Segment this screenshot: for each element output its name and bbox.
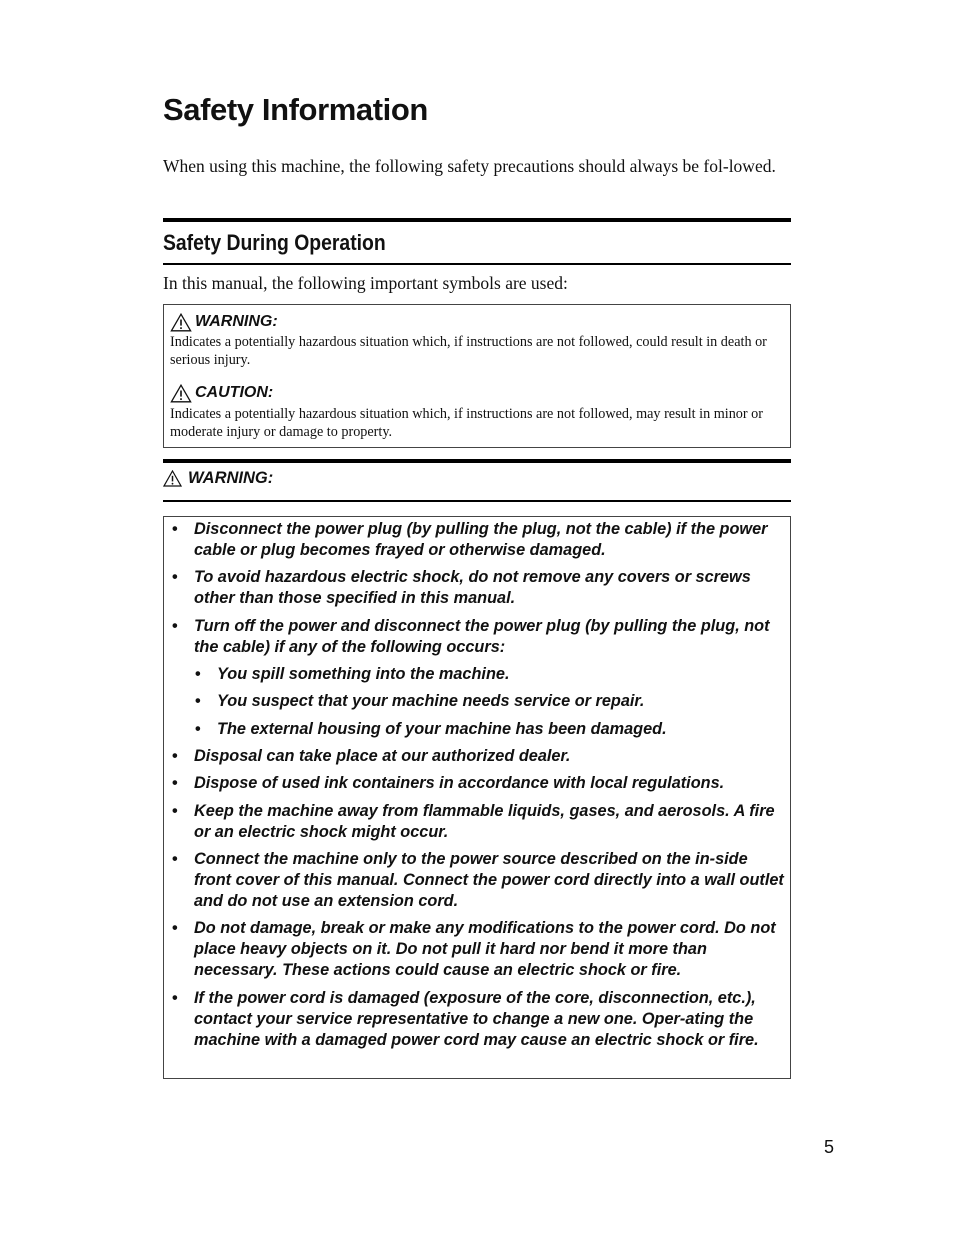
section-title: Safety During Operation	[163, 230, 386, 255]
bullet: •	[195, 692, 201, 710]
symbols-box	[163, 304, 791, 448]
page-title: Safety Information	[163, 92, 428, 127]
symbol-warning-label: WARNING:	[195, 313, 278, 330]
warning-subitem	[195, 719, 784, 740]
warning-item-text: If the power cord is damaged (exposure of the core, disconnection, etc.), contact your service representative to change a new one. Oper-ating the machine with a damaged power cord may cause an electric shock or fire.	[194, 989, 759, 1049]
warning-subitem	[195, 691, 784, 712]
warning-item-text: Connect the machine only to the power source described on the in-side front cover of this manual. Connect the power cord directly into a wall outlet and do not use an extension cord.	[194, 850, 784, 910]
warning-item-text: Do not damage, break or make any modifications to the power cord. Do not place heavy objects on it. Do not pull it hard nor bend it more than necessary. These actions could cause an electric shock or fire.	[194, 919, 776, 979]
bullet: •	[172, 617, 178, 635]
warning-item-text: To avoid hazardous electric shock, do not remove any covers or screws other than those specified in this manual.	[194, 568, 751, 607]
section-top-rule	[163, 218, 791, 222]
warning-item	[172, 616, 784, 658]
warning-item-text: Dispose of used ink containers in accordance with local regulations.	[194, 774, 725, 792]
bullet: •	[172, 774, 178, 792]
warning-item-text: Disposal can take place at our authorized dealer.	[194, 747, 571, 765]
warning-item-text: Disconnect the power plug (by pulling the plug, not the cable) if the power cable or plug becomes frayed or otherwise damaged.	[194, 520, 768, 559]
warning-item	[172, 988, 784, 1051]
bullet: •	[172, 802, 178, 820]
page-number: 5	[824, 1137, 835, 1157]
warning-item	[172, 773, 784, 794]
symbol-caution-description: Indicates a potentially hazardous situation which, if instructions are not followed, may result in minor or moderate injury or damage to property.	[170, 406, 763, 440]
warning-subitem	[195, 664, 784, 685]
warning-subitem-text: You spill something into the machine.	[217, 665, 510, 683]
warning-subitem-text: The external housing of your machine has been damaged.	[217, 720, 667, 738]
warning-bottom-rule	[163, 500, 791, 502]
warning-item	[172, 567, 784, 609]
symbols-lead: In this manual, the following important symbols are used:	[163, 273, 568, 293]
warning-item	[172, 519, 784, 561]
bullet: •	[172, 568, 178, 586]
bullet: •	[172, 850, 178, 868]
warning-item	[172, 746, 784, 767]
warning-item	[172, 849, 784, 912]
warning-heading	[163, 467, 273, 489]
warning-item-text: Turn off the power and disconnect the power plug (by pulling the plug, not the cable) if any of the following occurs:	[194, 617, 770, 656]
intro-paragraph: When using this machine, the following safety precautions should always be fol-lowed.	[163, 156, 776, 176]
section-bottom-rule	[163, 263, 791, 265]
warning-subitem-text: You suspect that your machine needs service or repair.	[217, 692, 645, 710]
warning-item	[172, 801, 784, 843]
bullet: •	[195, 720, 201, 738]
bullet: •	[195, 665, 201, 683]
warning-triangle-icon	[170, 313, 192, 332]
bullet: •	[172, 919, 178, 937]
warning-list-box	[163, 516, 791, 1079]
symbol-warning-heading	[170, 312, 278, 332]
symbol-caution-label: CAUTION:	[195, 384, 274, 401]
symbol-warning-description: Indicates a potentially hazardous situation which, if instructions are not followed, could result in death or serious injury.	[170, 334, 767, 368]
bullet: •	[172, 989, 178, 1007]
bullet: •	[172, 747, 178, 765]
warning-top-rule	[163, 459, 791, 463]
warning-item	[172, 918, 784, 981]
warning-heading-label: WARNING:	[188, 469, 274, 487]
caution-triangle-icon	[170, 384, 192, 403]
warning-triangle-icon	[163, 470, 182, 487]
symbol-caution-heading	[170, 383, 273, 403]
warning-item-text: Keep the machine away from flammable liquids, gases, and aerosols. A fire or an electric shock might occur.	[194, 802, 775, 841]
bullet: •	[172, 520, 178, 538]
